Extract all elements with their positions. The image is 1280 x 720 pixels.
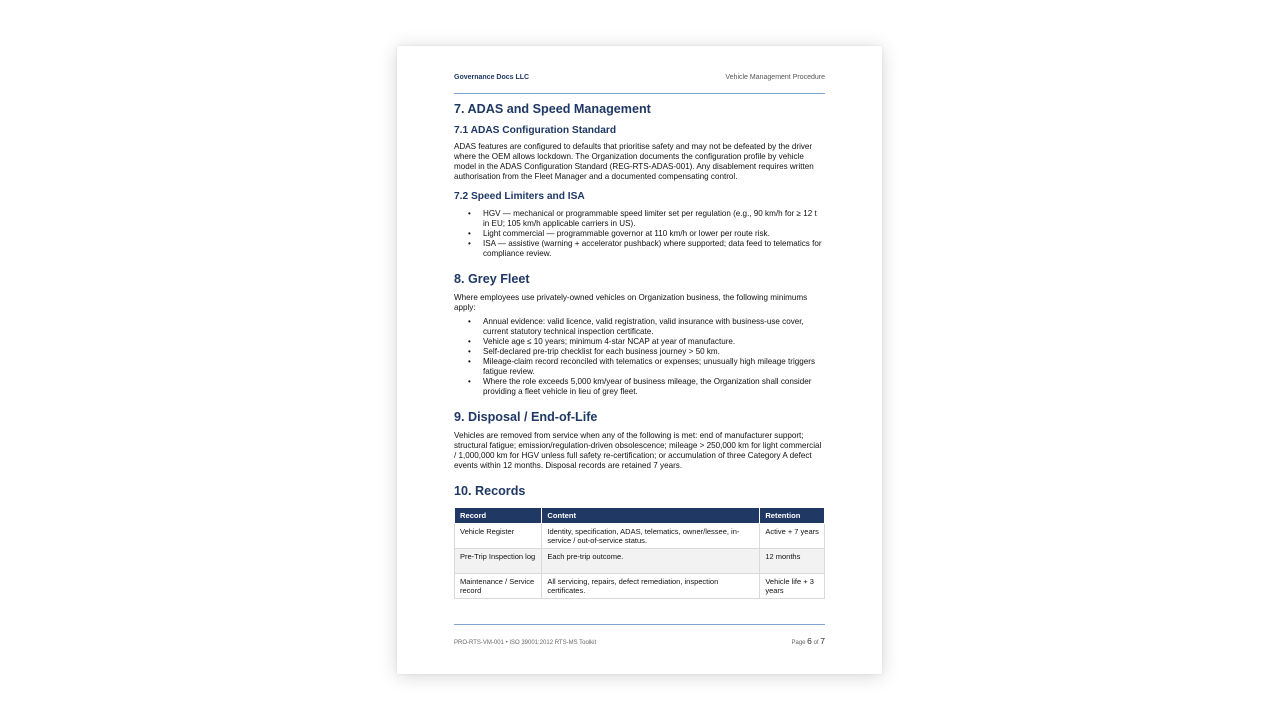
table-cell-retention: Vehicle life + 3 years [760, 573, 825, 598]
section-8-list [454, 317, 825, 397]
list-item-text: Mileage-claim record reconciled with telematics or expenses; unusually high mileage triggers fatigue review. [483, 356, 815, 376]
list-item: • Annual evidence: valid licence, valid registration, valid insurance with business-use cover, current statutory technical inspection certificate. [468, 316, 804, 336]
list-item: • Light commercial — programmable governor at 110 km/h or lower per route risk. [468, 228, 770, 238]
table-row [455, 573, 825, 598]
table-cell-retention: 12 months [760, 548, 825, 573]
section-7-1-text: ADAS features are configured to defaults that prioritise safety and may not be defeated by the driver where the OEM allows lockdown. The Organization documents the configuration profile by vehicle model in the ADAS Configuration Standard (REG-RTS-ADAS-001). Any disablement requires written authorisation from the Fleet Manager and a documented compensating control. [454, 142, 814, 182]
records-table [454, 507, 825, 599]
list-item: • Mileage-claim record reconciled with telematics or expenses; unusually high mileage triggers fatigue review. [468, 356, 815, 376]
list-item-text: Where the role exceeds 5,000 km/year of business mileage, the Organization shall consider providing a fleet vehicle in lieu of grey fleet. [483, 376, 812, 396]
list-item-text: ISA — assistive (warning + accelerator pushback) where supported; data feed to telematics for compliance review. [483, 238, 822, 258]
page-total: 7 [820, 636, 825, 646]
list-item-text: HGV — mechanical or programmable speed limiter set per regulation (e.g., 90 km/h for ≥ 12 t in EU; 105 km/h applicable carriers in US). [483, 208, 817, 228]
list-item: • ISA — assistive (warning + accelerator pushback) where supported; data feed to telematics for compliance review. [468, 238, 822, 258]
table-header-row [455, 507, 825, 523]
table-header-record: Record [455, 507, 542, 523]
page-body [454, 102, 825, 599]
table-row [455, 523, 825, 548]
section-8-intro: Where employees use privately-owned vehicles on Organization business, the following minimums apply: [454, 292, 808, 312]
header-document-title: Vehicle Management Procedure [725, 74, 825, 81]
page-current: 6 [807, 636, 812, 646]
list-item: • Where the role exceeds 5,000 km/year of business mileage, the Organization shall consider providing a fleet vehicle in lieu of grey fleet. [468, 376, 812, 396]
table-cell-content: Identity, specification, ADAS, telematics, owner/lessee, in-service / out-of-service status. [542, 523, 760, 548]
header-organization: Governance Docs LLC [454, 74, 530, 81]
page-header [454, 74, 825, 81]
table-cell-record: Pre-Trip Inspection log [455, 548, 542, 573]
table-cell-content: Each pre-trip outcome. [542, 548, 760, 573]
list-item: • Vehicle age ≤ 10 years; minimum 4-star NCAP at year of manufacture. [468, 336, 736, 346]
page-label: Page [791, 640, 806, 646]
section-7-2-list [454, 209, 825, 259]
footer-divider [454, 624, 825, 625]
section-10-heading: 10. Records [454, 483, 526, 498]
list-item-text: Self-declared pre-trip checklist for each business journey > 50 km. [483, 346, 720, 356]
page-footer [454, 636, 825, 646]
table-header-retention: Retention [760, 507, 825, 523]
table-header-content: Content [542, 507, 760, 523]
document-page [397, 46, 882, 674]
footer-document-reference: PRO-RTS-VM-001 • ISO 39001:2012 RTS-MS Toolkit [454, 640, 597, 646]
table-cell-record: Vehicle Register [455, 523, 542, 548]
section-7-heading: 7. ADAS and Speed Management [454, 102, 651, 116]
header-divider [454, 93, 825, 94]
page-number [791, 636, 825, 646]
section-7-2-heading: 7.2 Speed Limiters and ISA [454, 191, 585, 203]
section-7-1-heading: 7.1 ADAS Configuration Standard [454, 125, 617, 137]
table-cell-retention: Active + 7 years [760, 523, 825, 548]
section-9-heading: 9. Disposal / End-of-Life [454, 409, 598, 424]
table-cell-record: Maintenance / Service record [455, 573, 542, 598]
section-8-heading: 8. Grey Fleet [454, 271, 530, 286]
section-9-text: Vehicles are removed from service when any of the following is met: end of manufacturer support; structural fatigue; emission/regulation-driven obsolescence; mileage > 250,000 km for light commercial / 1,000,000 km for HGV unless full safety re-certification; or accumulation of three Category A defect events within 12 months. Disposal records are retained 7 years. [454, 430, 822, 470]
list-item-text: Light commercial — programmable governor at 110 km/h or lower per route risk. [483, 228, 770, 238]
list-item: • HGV — mechanical or programmable speed limiter set per regulation (e.g., 90 km/h for ≥ 12 t in EU; 105 km/h applicable carriers in US). [468, 208, 817, 228]
table-cell-content: All servicing, repairs, defect remediation, inspection certificates. [542, 573, 760, 598]
list-item-text: Vehicle age ≤ 10 years; minimum 4-star NCAP at year of manufacture. [483, 336, 736, 346]
page-of-label: of [813, 640, 819, 646]
list-item-text: Annual evidence: valid licence, valid registration, valid insurance with business-use cover, current statutory technical inspection certificate. [483, 316, 804, 336]
list-item: • Self-declared pre-trip checklist for each business journey > 50 km. [468, 346, 720, 356]
table-row [455, 548, 825, 573]
